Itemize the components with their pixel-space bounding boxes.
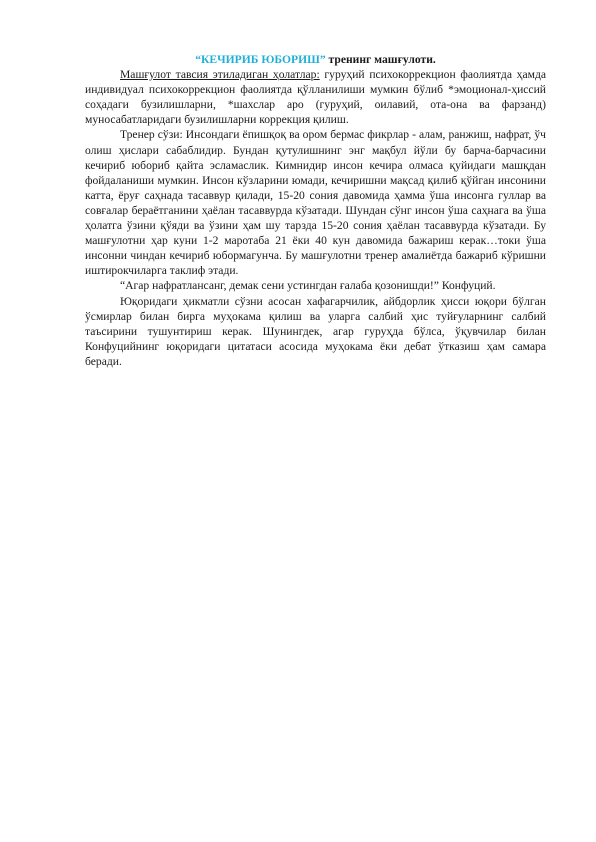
- document-title: [85, 52, 546, 67]
- document-body: [85, 52, 546, 369]
- paragraph-trainer-words: Тренер сўзи: Инсондаги ёпишқоқ ва ором бермас фикрлар - алам, ранжиш, нафрат, ўч олиш ҳислари сабаблидир. Бундан қутулишнинг энг мақбул йўли бу барча-барчасини кечириб юбориб қайта эсламаслик. Кимнидир инсон кечира олмаса қуйидаги машқдан фойдаланиши мумкин. Инсон кўзларини юмади, кечиришни мақсад қилиб қўйган инсонини катта, ёруғ саҳнада тасаввур қилади, 15-20 сония давомида ҳамма ўша инсонга гуллар ва совғалар бераётганини ҳаёлан тасаввурда кўзатади. Шундан сўнг инсон ўша саҳнага ва ўша ҳолатга ўзини қўяди ва ўзини ҳам шу тарзда 15-20 сония ҳаёлан тасаввурда кўзатади. Бу машғулотни ҳар куни 1-2 маротаба 21 ёки 40 кун давомида бажариш керак…токи ўша инсонни чиндан кечириб юбормагунча. Бу машғулотни тренер амалиётда бажариб кўришни иштирокчиларга таклиф этади.: [85, 128, 546, 278]
- indications-label: Машғулот тавсия этиладиган ҳолатлар:: [120, 68, 320, 82]
- title-accent: “КЕЧИРИБ ЮБОРИШ”: [195, 53, 326, 66]
- paragraph-discussion: Юқоридаги ҳикматли сўзни асосан хафагарчилик, айбдорлик ҳисси юқори бўлган ўсмирлар билан бирга муҳокама қилиш ва уларга салбий ҳис туйғуларнинг салбий таъсирини тушунтириш керак. Шунингдек, агар гуруҳда бўлса, ўқувчилар билан Конфуцийнинг юқоридаги цитатаси асосида муҳокама ёки дебат ўтказиш ҳам самара беради.: [85, 294, 546, 368]
- title-rest: тренинг машғулоти.: [325, 53, 436, 66]
- paragraph-indications: [85, 67, 546, 127]
- paragraph-quote: “Агар нафратлансанг, демак сени устингдан ғалаба қозонишди!” Конфуций.: [120, 279, 496, 293]
- indications-text: гуруҳий психокоррекцион фаолиятда ҳамда индивидуал психокоррекцион фаолиятда қўлланилиши мумкин бўлиб *эмоционал-ҳиссий соҳадаги бузилишларни, *шахслар аро (гуруҳий, оилавий, ота-она ва фарзанд) муносабатларидаги бузилишларни коррекция қилиш.: [85, 68, 547, 127]
